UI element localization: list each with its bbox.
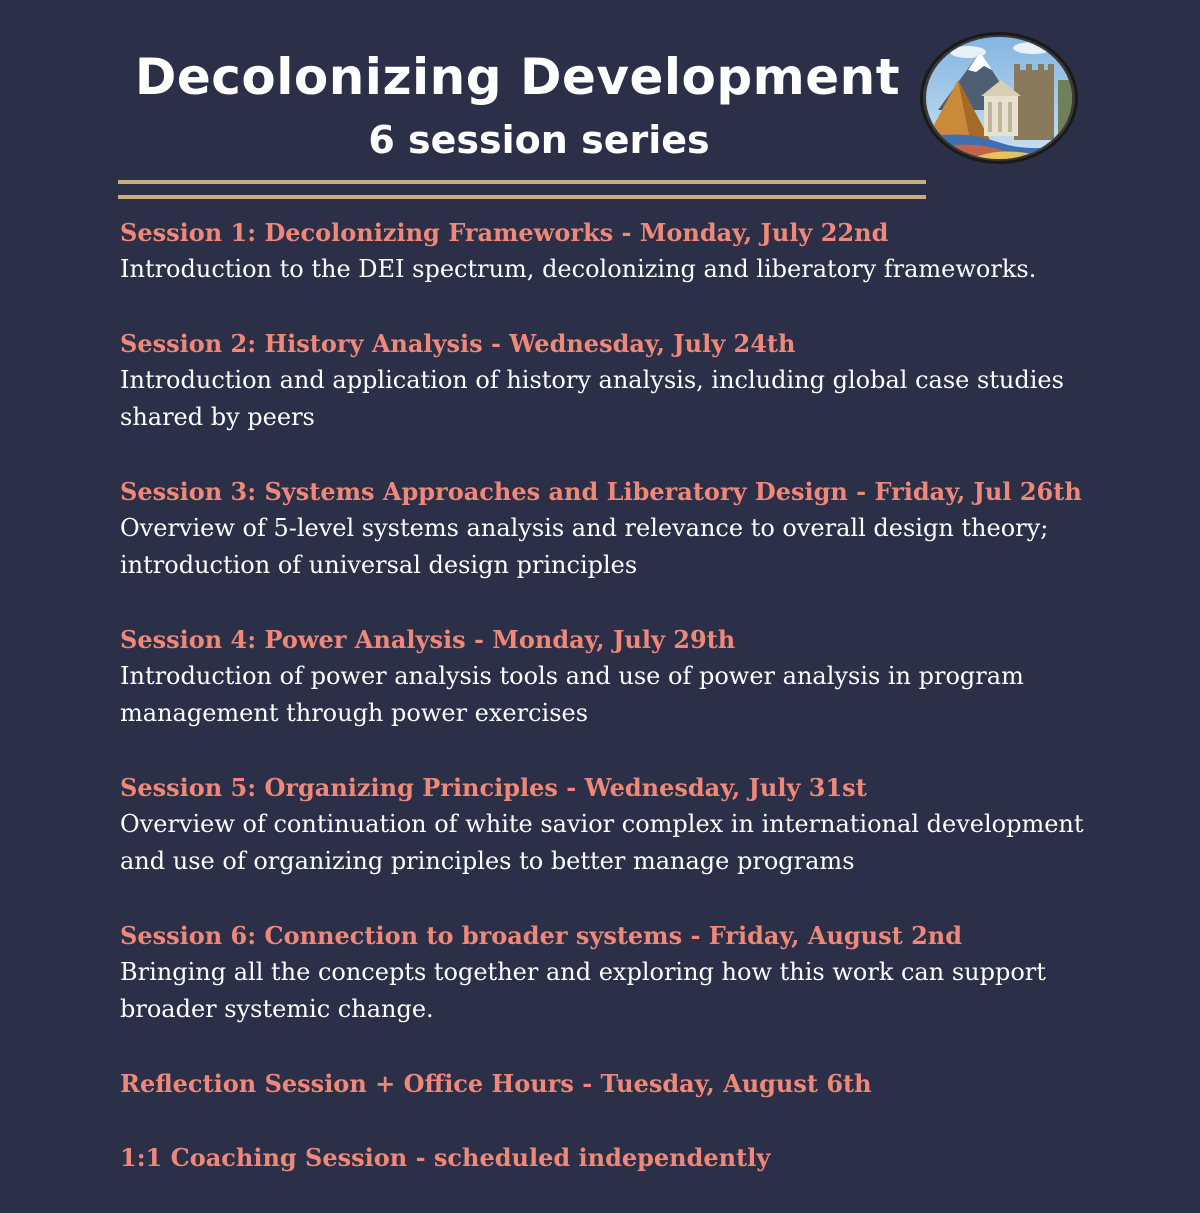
session-item [120,325,1120,436]
session-item [120,473,1120,584]
session-heading: Session 4: Power Analysis - Monday, July 29th [120,625,736,654]
landmarks-collage-logo [918,30,1080,166]
session-item [120,214,1120,288]
session-item [120,1139,1120,1176]
session-description: Introduction of power analysis tools and use of power analysis in program management through power exercises [120,662,1024,727]
session-heading: Session 3: Systems Approaches and Liberatory Design - Friday, Jul 26th [120,477,1082,506]
session-heading: Reflection Session + Office Hours - Tuesday, August 6th [120,1069,872,1098]
session-description: Overview of continuation of white savior complex in international development and use of organizing principles to better manage programs [120,810,1084,875]
session-heading: Session 2: History Analysis - Wednesday, July 24th [120,329,796,358]
session-description: Overview of 5-level systems analysis and relevance to overall design theory; introduction of universal design principles [120,514,1049,579]
session-description: Introduction and application of history analysis, including global case studies shared by peers [120,366,1064,431]
session-heading: Session 6: Connection to broader systems - Friday, August 2nd [120,921,963,950]
page-title: Decolonizing Development [134,48,901,106]
session-item [120,621,1120,732]
header-divider-bottom [118,195,926,199]
session-description: Introduction to the DEI spectrum, decolonizing and liberatory frameworks. [120,255,1037,283]
session-heading: Session 1: Decolonizing Frameworks - Monday, July 22nd [120,218,889,247]
page-subtitle: 6 session series [368,118,710,162]
session-list [120,214,1120,1213]
header-divider-top [118,180,926,184]
session-item [120,769,1120,880]
session-heading: 1:1 Coaching Session - scheduled independently [120,1143,771,1172]
session-heading: Session 5: Organizing Principles - Wednesday, July 31st [120,773,867,802]
session-item [120,917,1120,1028]
session-item [120,1065,1120,1102]
session-description: Bringing all the concepts together and exploring how this work can support broader systemic change. [120,958,1046,1023]
